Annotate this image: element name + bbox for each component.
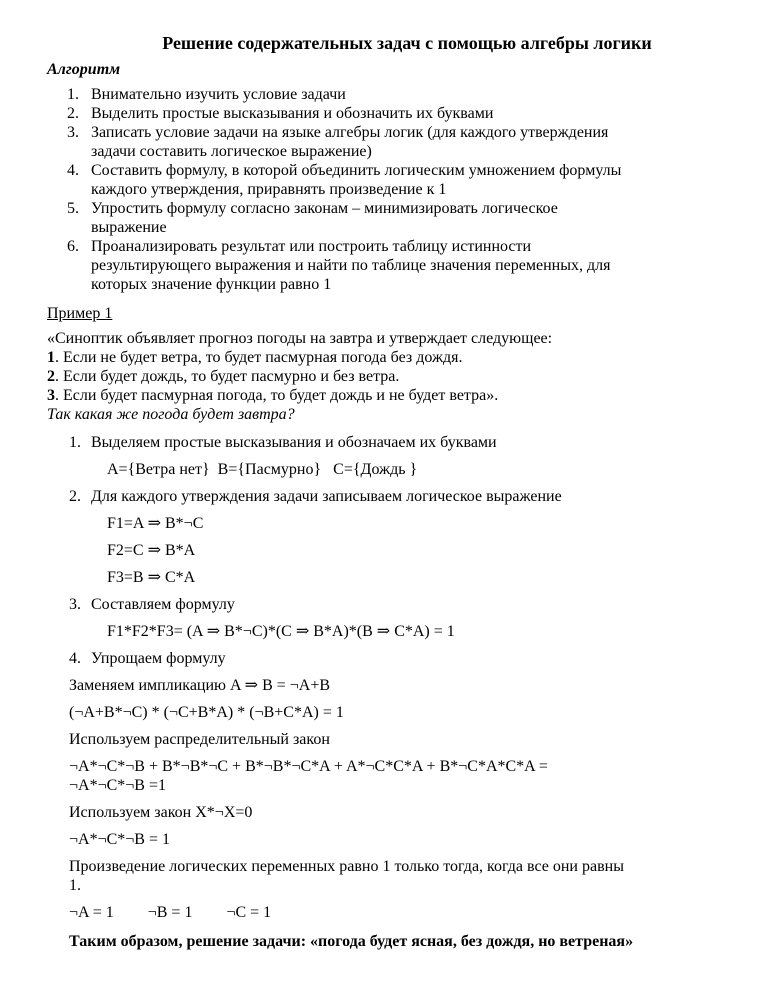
step-text: Упрощаем формулу	[91, 650, 226, 667]
step-4	[69, 649, 737, 668]
algorithm-list	[47, 85, 737, 294]
replace-implication: Заменяем импликацию A ⇒ B = ¬A+B	[69, 677, 331, 694]
step-number: 4.	[69, 650, 81, 667]
step-1	[69, 433, 737, 452]
statement-1	[47, 348, 737, 367]
statement-number: 2	[47, 368, 55, 385]
item-text: Выделить простые высказывания и обозначить их буквами	[91, 105, 494, 122]
formula-f1: F1=A ⇒ B*¬C	[107, 515, 204, 532]
result-values	[69, 903, 737, 922]
statement-text: . Если будет пасмурная погода, то будет дождь и не будет ветра».	[55, 387, 499, 404]
step-text: Для каждого утверждения задачи записываем логическое выражение	[91, 488, 562, 505]
combined-formula: F1*F2*F3= (A ⇒ B*¬C)*(C ⇒ B*A)*(B ⇒ C*A) = 1	[107, 623, 455, 640]
step-text: Составляем формулу	[91, 596, 235, 613]
statement-line: 1.	[69, 877, 81, 894]
step-number: 2.	[69, 488, 81, 505]
item-text: каждого утверждения, приравнять произведение к 1	[91, 181, 447, 198]
solution-steps	[47, 433, 737, 951]
expression-1: (¬A+B*¬C) * (¬C+B*A) * (¬B+C*A) = 1	[69, 704, 344, 721]
item-number: 6.	[67, 238, 79, 255]
example-label: Пример 1	[47, 305, 113, 322]
variable-a: A={Ветра нет}	[107, 461, 210, 478]
item-text: задачи составить логическое выражение)	[91, 143, 372, 160]
step-text: Выделяем простые высказывания и обозначаем их буквами	[91, 434, 497, 451]
variables-line	[69, 460, 737, 479]
result-b: ¬B = 1	[147, 904, 193, 921]
step-number: 3.	[69, 596, 81, 613]
item-text: выражение	[91, 219, 167, 236]
result-a: ¬A = 1	[69, 904, 114, 921]
item-text: Проанализировать результат или построить таблицу истинности	[91, 238, 532, 255]
step-3	[69, 595, 737, 614]
algorithm-item	[67, 85, 737, 104]
item-number: 5.	[67, 200, 79, 217]
complement-law: Используем закон X*¬X=0	[69, 804, 253, 821]
problem-statement	[47, 329, 737, 424]
formula-f2: F2=C ⇒ B*A	[107, 542, 196, 559]
step-number: 1.	[69, 434, 81, 451]
expression-2	[69, 757, 737, 795]
product-statement	[69, 857, 737, 895]
item-text: Записать условие задачи на языке алгебры логик (для каждого утверждения	[91, 124, 609, 141]
statement-3	[47, 386, 737, 405]
conclusion: Таким образом, решение задачи: «погода будет ясная, без дождя, но ветреная»	[69, 933, 634, 950]
expression-line: ¬A*¬C*¬B =1	[69, 777, 166, 794]
expression-3: ¬A*¬C*¬B = 1	[69, 831, 170, 848]
result-c: ¬C = 1	[226, 904, 272, 921]
statement-line: Произведение логических переменных равно 1 только тогда, когда все они равны	[69, 858, 624, 875]
statement-number: 3	[47, 387, 55, 404]
distributive-law: Используем распределительный закон	[69, 731, 330, 748]
algorithm-heading: Алгоритм	[47, 61, 121, 78]
item-text: которых значение функции равно 1	[91, 276, 332, 293]
algorithm-item	[67, 199, 737, 237]
item-text: Упростить формулу согласно законам – минимизировать логическое	[91, 200, 558, 217]
quote-intro: «Синоптик объявляет прогноз погоды на завтра и утверждает следующее:	[47, 330, 553, 347]
statement-number: 1	[47, 349, 55, 366]
algorithm-item	[67, 161, 737, 199]
statement-2	[47, 367, 737, 386]
algorithm-item	[67, 104, 737, 123]
item-text: Внимательно изучить условие задачи	[91, 86, 346, 103]
item-number: 2.	[67, 105, 79, 122]
variable-c: C={Дождь }	[333, 461, 418, 478]
item-number: 1.	[67, 86, 79, 103]
statement-text: . Если не будет ветра, то будет пасмурная погода без дождя.	[55, 349, 463, 366]
page-title: Решение содержательных задач с помощью алгебры логики	[162, 33, 652, 53]
statement-text: . Если будет дождь, то будет пасмурно и без ветра.	[55, 368, 400, 385]
formula-f3: F3=B ⇒ C*A	[107, 569, 196, 586]
item-number: 3.	[67, 124, 79, 141]
expression-line: ¬A*¬C*¬B + B*¬B*¬C + B*¬B*¬C*A + A*¬C*C*A + B*¬C*A*C*A =	[69, 758, 548, 775]
algorithm-item	[67, 237, 737, 294]
problem-question: Так какая же погода будет завтра?	[47, 406, 295, 423]
document-page	[47, 32, 737, 951]
item-number: 4.	[67, 162, 79, 179]
item-text: Составить формулу, в которой объединить логическим умножением формулы	[91, 162, 622, 179]
algorithm-item	[67, 123, 737, 161]
variable-b: B={Пасмурно}	[217, 461, 322, 478]
item-text: результирующего выражения и найти по таблице значения переменных, для	[91, 257, 611, 274]
step-2	[69, 487, 737, 506]
